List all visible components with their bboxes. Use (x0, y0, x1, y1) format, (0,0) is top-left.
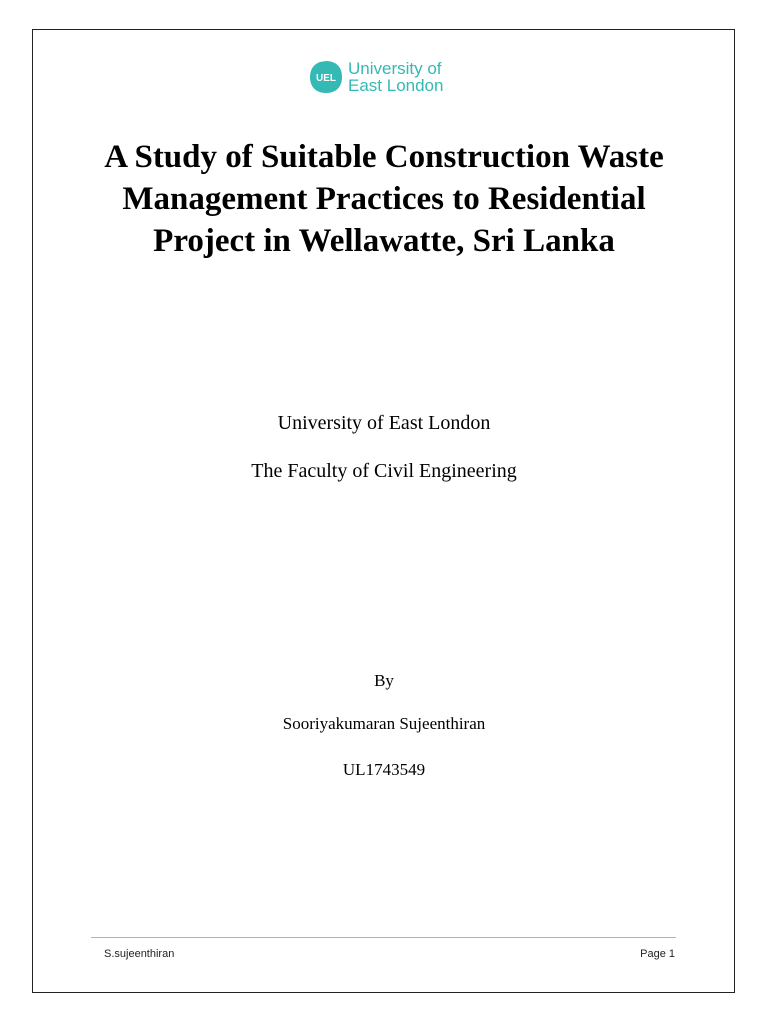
document-title (60, 136, 708, 262)
faculty-name: The Faculty of Civil Engineering (251, 460, 517, 482)
title-line-1: A Study of Suitable Construction Waste (104, 139, 664, 175)
student-id: UL1743549 (342, 760, 426, 779)
uel-badge-icon (308, 59, 344, 95)
by-label: By (374, 671, 394, 690)
page-number: Page 1 (640, 948, 675, 960)
university-name: University of East London (277, 412, 491, 434)
logo-wordmark (348, 60, 443, 94)
title-line-3: Project in Wellawatte, Sri Lanka (153, 223, 615, 259)
title-line-2: Management Practices to Residential (122, 181, 646, 217)
footer-divider (91, 937, 676, 938)
uel-badge-text: UEL (316, 73, 336, 84)
logo-line-1: University of (348, 59, 442, 78)
uel-logo (308, 57, 443, 97)
footer-author: S.sujeenthiran (104, 948, 175, 960)
author-name: Sooriyakumaran Sujeenthiran (282, 714, 486, 733)
logo-line-2: East London (348, 76, 444, 95)
